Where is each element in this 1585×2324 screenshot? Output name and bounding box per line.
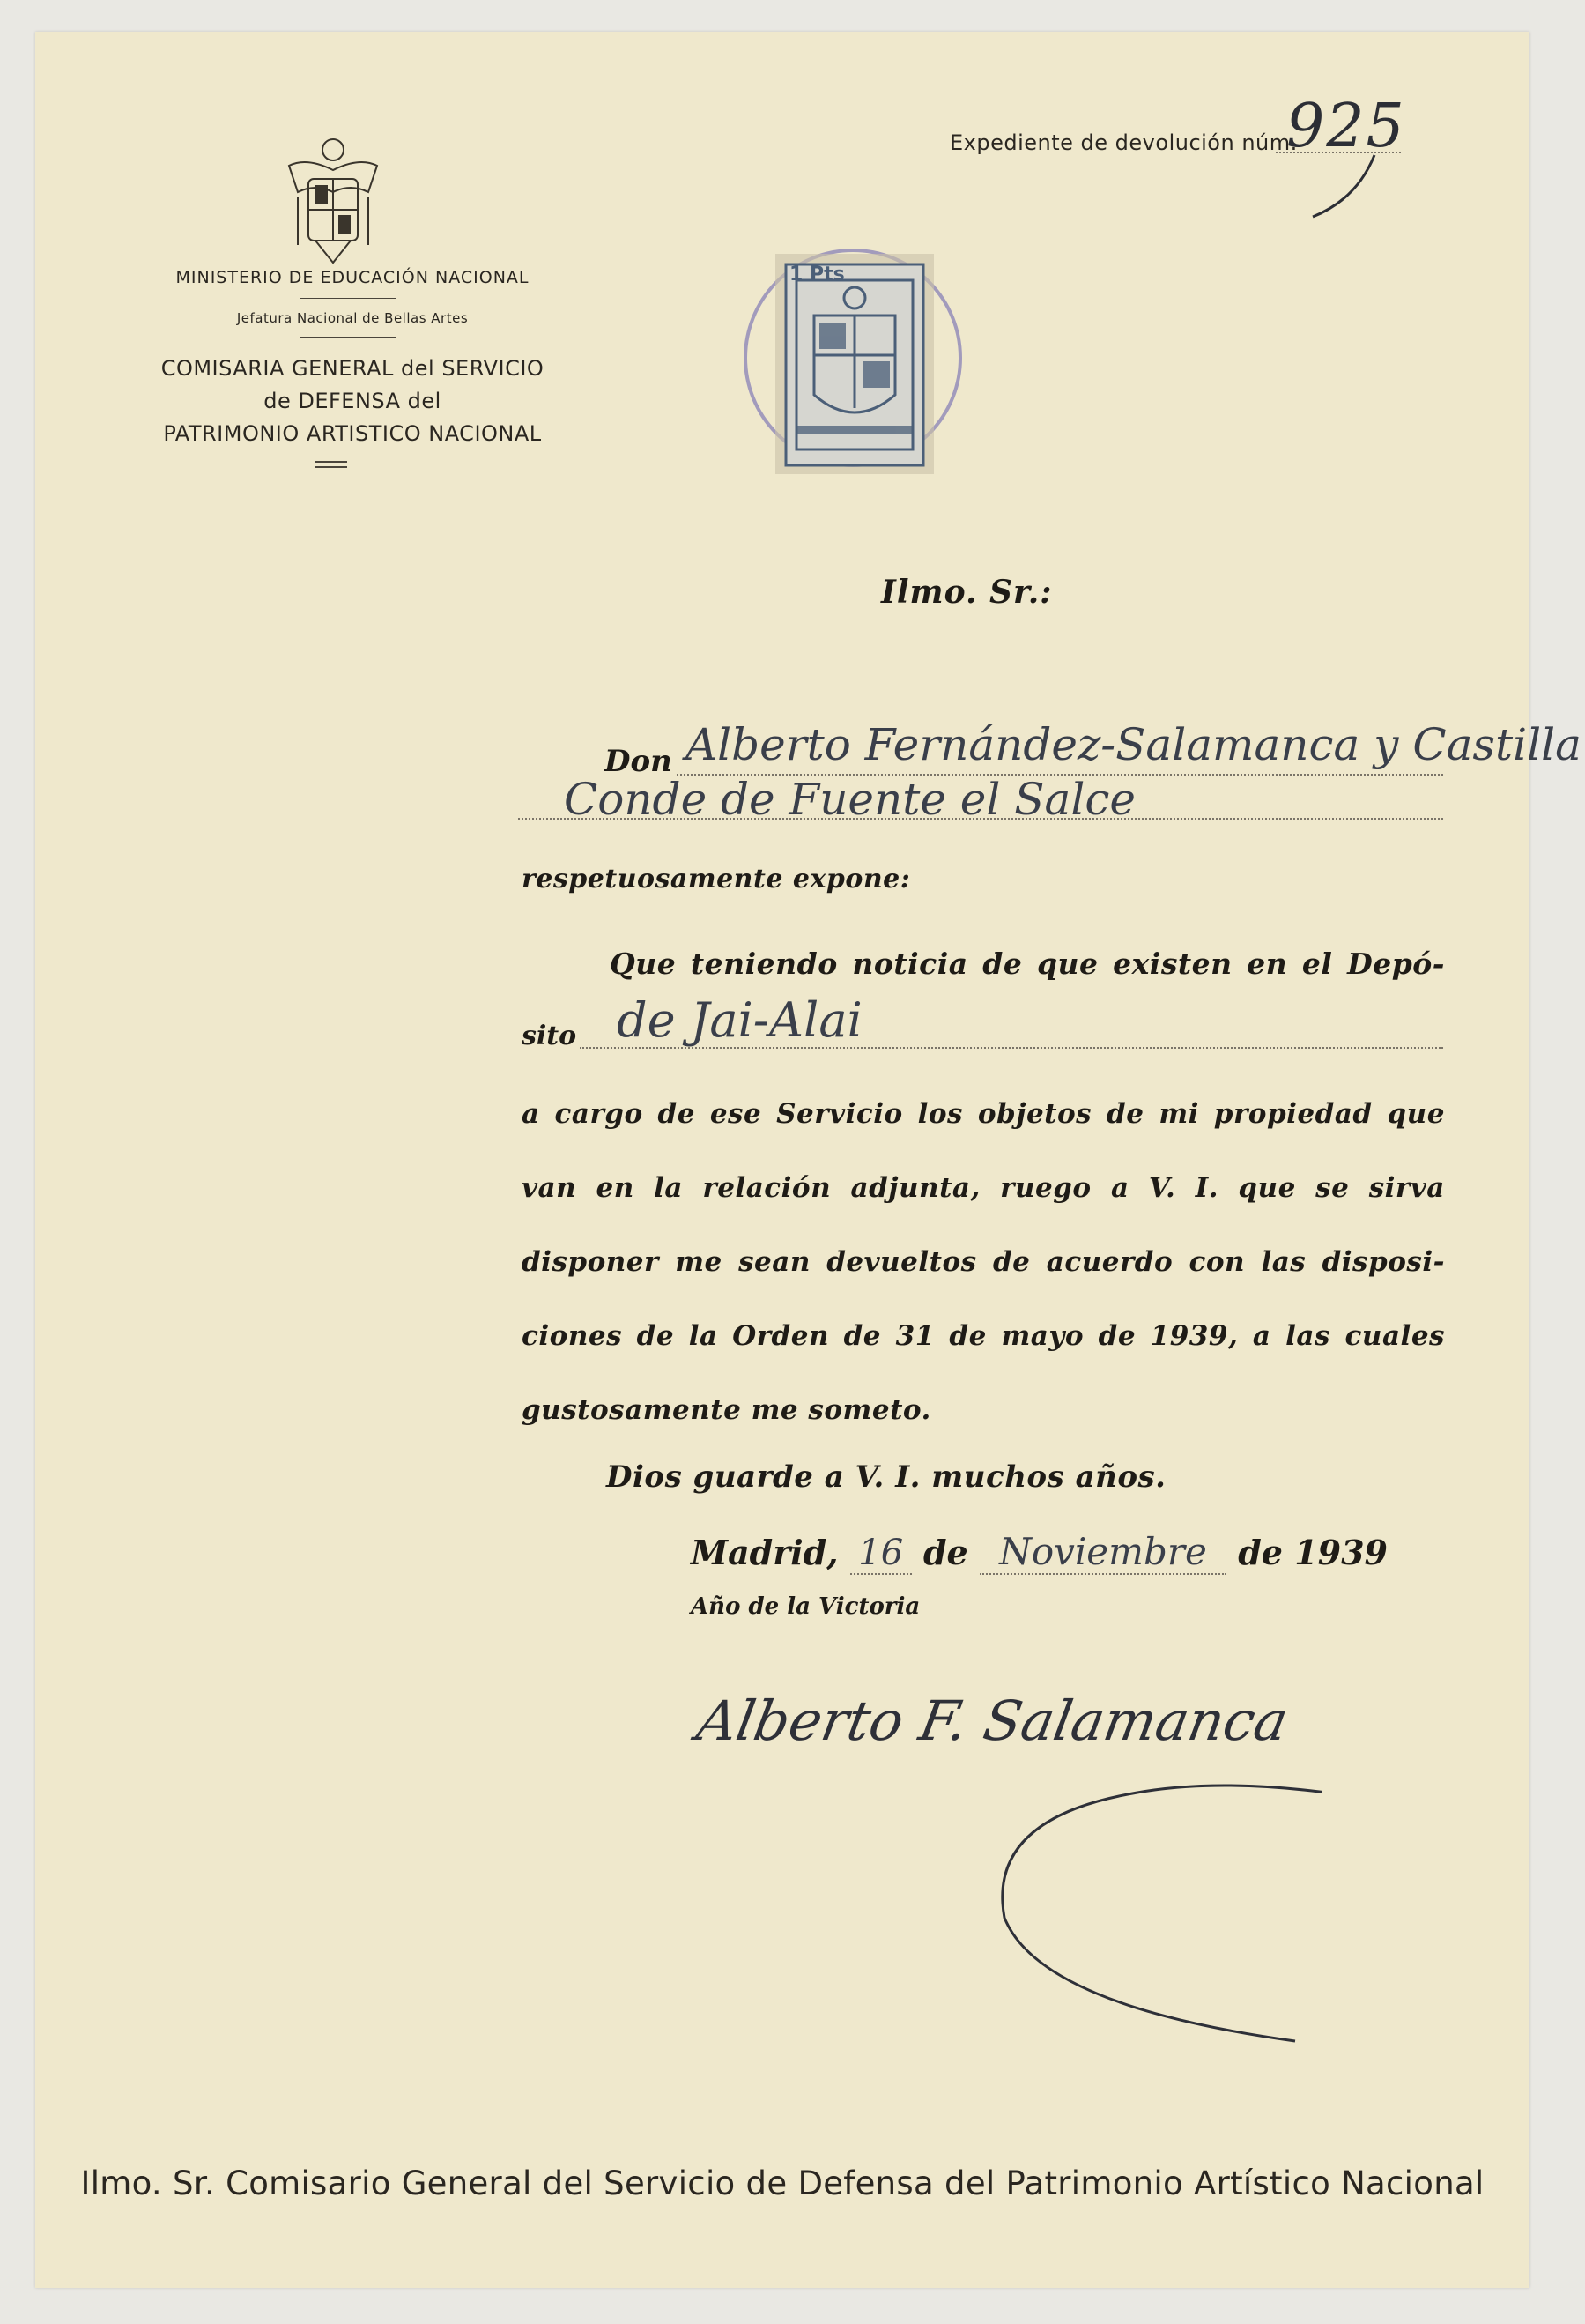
body-word: noticia bbox=[852, 947, 968, 981]
body-word: de bbox=[992, 1246, 1031, 1278]
body-word: 31 bbox=[895, 1320, 935, 1352]
body-word: mi bbox=[1159, 1098, 1199, 1130]
coat-of-arms-icon bbox=[280, 130, 386, 289]
body-word: con bbox=[1189, 1246, 1246, 1278]
body-word: objetos bbox=[977, 1098, 1092, 1130]
body-word: Que bbox=[610, 947, 677, 981]
body-word: a bbox=[522, 1098, 540, 1130]
date-day: 16 bbox=[850, 1533, 912, 1575]
body-word: sirva bbox=[1368, 1172, 1445, 1204]
body-line-7: gustosamente me someto. bbox=[522, 1394, 931, 1426]
body-line-3 bbox=[522, 1098, 1445, 1130]
body-word: de bbox=[1098, 1320, 1137, 1352]
body-word: cargo bbox=[554, 1098, 643, 1130]
expediente-flourish bbox=[1304, 137, 1401, 226]
letterhead-comisaria-3: PATRIMONIO ARTISTICO NACIONAL bbox=[163, 421, 542, 446]
body-word: ciones bbox=[522, 1320, 623, 1352]
deposit-name: de Jai-Alai bbox=[617, 992, 863, 1048]
body-word: sean bbox=[738, 1246, 811, 1278]
body-word: disponer bbox=[522, 1246, 659, 1278]
letterhead-double-rule bbox=[315, 466, 347, 468]
body-word: disposi- bbox=[1322, 1246, 1445, 1278]
body-word: devueltos bbox=[826, 1246, 977, 1278]
body-word: me bbox=[675, 1246, 722, 1278]
body-word: que bbox=[1238, 1172, 1296, 1204]
date-era: Año de la Victoria bbox=[691, 1593, 921, 1620]
body-line-5 bbox=[522, 1246, 1445, 1278]
body-word: de bbox=[949, 1320, 987, 1352]
body-word: de bbox=[843, 1320, 882, 1352]
body-word: de bbox=[636, 1320, 675, 1352]
body-word: en bbox=[1247, 947, 1288, 981]
body-word: que bbox=[1387, 1098, 1445, 1130]
date-year: 1939 bbox=[1294, 1533, 1388, 1572]
date-place: Madrid, bbox=[691, 1533, 839, 1572]
letterhead-divider bbox=[300, 298, 396, 299]
petitioner-name-line1: Alberto Fernández-Salamanca y Castilla bbox=[685, 719, 1581, 770]
body-word: de bbox=[657, 1098, 695, 1130]
signature-flourish bbox=[952, 1741, 1322, 2059]
body-word: en bbox=[596, 1172, 634, 1204]
letterhead-jefatura: Jefatura Nacional de Bellas Artes bbox=[236, 310, 469, 326]
date-de: de bbox=[922, 1533, 968, 1572]
body-word: mayo bbox=[1001, 1320, 1085, 1352]
fiscal-stamp bbox=[705, 227, 987, 492]
letterhead-comisaria-2: de DEFENSA del bbox=[263, 389, 441, 413]
date-line bbox=[691, 1530, 1388, 1575]
salutation: Ilmo. Sr.: bbox=[881, 574, 1053, 611]
stamp-value: 1 Pts bbox=[789, 264, 845, 286]
don-label: Don bbox=[604, 744, 672, 779]
body-line-6 bbox=[522, 1320, 1445, 1352]
body-word: acuerdo bbox=[1046, 1246, 1174, 1278]
body-word: cuales bbox=[1344, 1320, 1445, 1352]
body-word: que bbox=[1036, 947, 1099, 981]
signature: Alberto F. Salamanca bbox=[692, 1689, 1293, 1753]
body-word: 1939, bbox=[1150, 1320, 1239, 1352]
footer-addressee: Ilmo. Sr. Comisario General del Servicio de Defensa del Patrimonio Artístico Nacional bbox=[80, 2164, 1485, 2202]
body-word: los bbox=[917, 1098, 963, 1130]
petitioner-name-line2: Conde de Fuente el Salce bbox=[564, 774, 1136, 825]
body-word: V. bbox=[1148, 1172, 1176, 1204]
expone-line: respetuosamente expone: bbox=[522, 864, 911, 895]
body-word: I. bbox=[1195, 1172, 1218, 1204]
body-word: propiedad bbox=[1213, 1098, 1373, 1130]
body-line-4 bbox=[522, 1172, 1445, 1204]
document-page bbox=[35, 32, 1581, 2288]
date-month: Noviembre bbox=[980, 1530, 1226, 1575]
letterhead-comisaria-1: COMISARIA GENERAL del SERVICIO bbox=[160, 356, 544, 381]
letterhead-ministry: MINISTERIO DE EDUCACIÓN NACIONAL bbox=[175, 268, 530, 287]
body-word: el bbox=[1301, 947, 1333, 981]
body-word: adjunta, bbox=[850, 1172, 981, 1204]
body-word: la bbox=[654, 1172, 683, 1204]
body-word: Depó- bbox=[1347, 947, 1445, 981]
body-word: de bbox=[1107, 1098, 1144, 1130]
body-word: las bbox=[1285, 1320, 1330, 1352]
sito-label: sito bbox=[522, 1021, 577, 1051]
body-word: las bbox=[1261, 1246, 1307, 1278]
body-word: Orden bbox=[732, 1320, 829, 1352]
body-word: de bbox=[982, 947, 1023, 981]
body-word: existen bbox=[1113, 947, 1233, 981]
date-de: de bbox=[1238, 1533, 1283, 1572]
body-word: a bbox=[1110, 1172, 1129, 1204]
body-word: ruego bbox=[1000, 1172, 1092, 1204]
body-word: van bbox=[522, 1172, 577, 1204]
letterhead-double-rule bbox=[315, 461, 347, 463]
body-word: a bbox=[1252, 1320, 1271, 1352]
body-word: ese bbox=[709, 1098, 762, 1130]
expediente-label: Expediente de devolución núm. bbox=[950, 130, 1298, 155]
body-word: la bbox=[688, 1320, 718, 1352]
body-word: teniendo bbox=[690, 947, 838, 981]
expediente-number: 925 bbox=[1286, 92, 1406, 161]
body-line-1 bbox=[610, 947, 1445, 981]
body-word: se bbox=[1315, 1172, 1350, 1204]
closing-line: Dios guarde a V. I. muchos años. bbox=[606, 1459, 1167, 1495]
body-word: Servicio bbox=[776, 1098, 903, 1130]
body-word: relación bbox=[702, 1172, 832, 1204]
letterhead-divider bbox=[300, 337, 396, 338]
